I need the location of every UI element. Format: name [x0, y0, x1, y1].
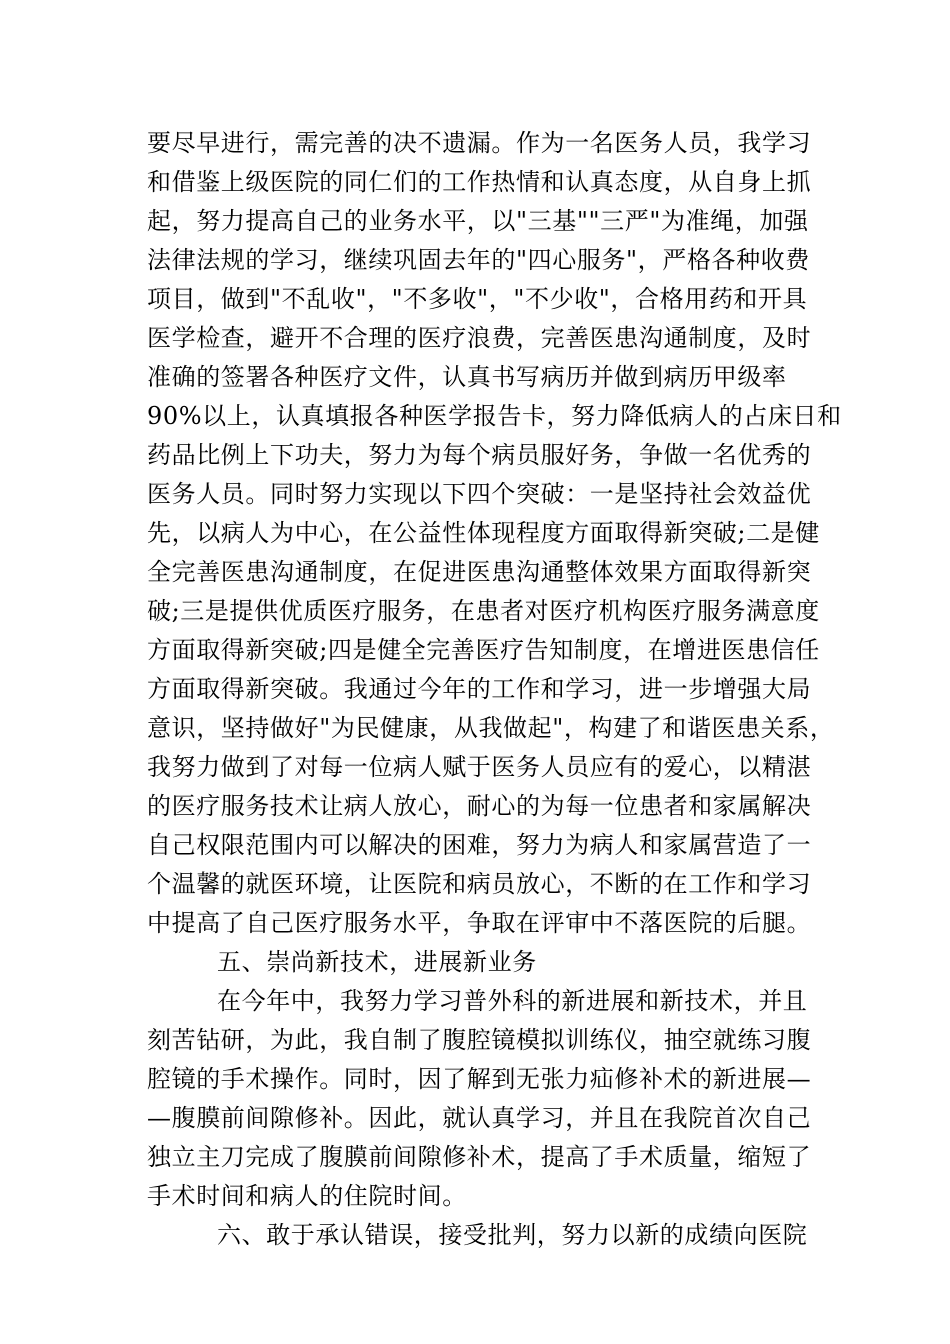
paragraph-line: 独立主刀完成了腹膜前间隙修补术，提高了手术质量，缩短了: [147, 1143, 812, 1171]
paragraph-line: 先，以病人为中心，在公益性体现程度方面取得新突破;二是健: [147, 519, 820, 547]
paragraph-line: 准确的签署各种医疗文件，认真书写病历并做到病历甲级率: [147, 363, 787, 391]
paragraph-line: 意识，坚持做好"为民健康，从我做起"，构建了和谐医患关系，: [147, 714, 835, 742]
paragraph-line: 法律法规的学习，继续巩固去年的"四心服务"，严格各种收费: [147, 246, 810, 274]
paragraph-line: 方面取得新突破;四是健全完善医疗告知制度，在增进医患信任: [147, 636, 820, 664]
paragraph-line: 我努力做到了对每一位病人赋于医务人员应有的爱心，以精湛: [147, 753, 812, 781]
paragraph-line: 自己权限范围内可以解决的困难，努力为病人和家属营造了一: [147, 831, 812, 859]
paragraph-line: 腔镜的手术操作。同时，因了解到无张力疝修补术的新进展—: [147, 1065, 812, 1093]
paragraph-line: 在今年中，我努力学习普外科的新进展和新技术，并且: [217, 987, 808, 1015]
paragraph-line: 个温馨的就医环境，让医院和病员放心，不断的在工作和学习: [147, 870, 812, 898]
paragraph-line: 全完善医患沟通制度，在促进医患沟通整体效果方面取得新突: [147, 558, 812, 586]
paragraph-line: 破;三是提供优质医疗服务，在患者对医疗机构医疗服务满意度: [147, 597, 820, 625]
paragraph-line: 手术时间和病人的住院时间。: [147, 1182, 467, 1210]
paragraph-line: 项目，做到"不乱收"，"不多收"，"不少收"，合格用药和开具: [147, 285, 808, 313]
paragraph-line: 的医疗服务技术让病人放心，耐心的为每一位患者和家属解决: [147, 792, 812, 820]
paragraph-line: 90%以上，认真填报各种医学报告卡，努力降低病人的占床日和: [147, 402, 842, 430]
paragraph-line: 方面取得新突破。我通过今年的工作和学习，进一步增强大局: [147, 675, 812, 703]
section-heading: 五、崇尚新技术，进展新业务: [217, 948, 537, 976]
paragraph-line: 药品比例上下功夫，努力为每个病员服好务，争做一名优秀的: [147, 441, 812, 469]
paragraph-line: 起，努力提高自己的业务水平，以"三基""三严"为准绳，加强: [147, 207, 809, 235]
paragraph-line: 和借鉴上级医院的同仁们的工作热情和认真态度，从自身上抓: [147, 168, 812, 196]
paragraph-line: 要尽早进行，需完善的决不遗漏。作为一名医务人员，我学习: [147, 129, 812, 157]
paragraph-line: 医务人员。同时努力实现以下四个突破：一是坚持社会效益优: [147, 480, 812, 508]
section-heading: 六、敢于承认错误，接受批判，努力以新的成绩向医院: [217, 1221, 808, 1249]
paragraph-line: 刻苦钻研，为此，我自制了腹腔镜模拟训练仪，抽空就练习腹: [147, 1026, 812, 1054]
paragraph-line: —腹膜前间隙修补。因此，就认真学习，并且在我院首次自己: [147, 1104, 812, 1132]
paragraph-line: 医学检查，避开不合理的医疗浪费，完善医患沟通制度，及时: [147, 324, 812, 352]
paragraph-line: 中提高了自己医疗服务水平，争取在评审中不落医院的后腿。: [147, 909, 812, 937]
